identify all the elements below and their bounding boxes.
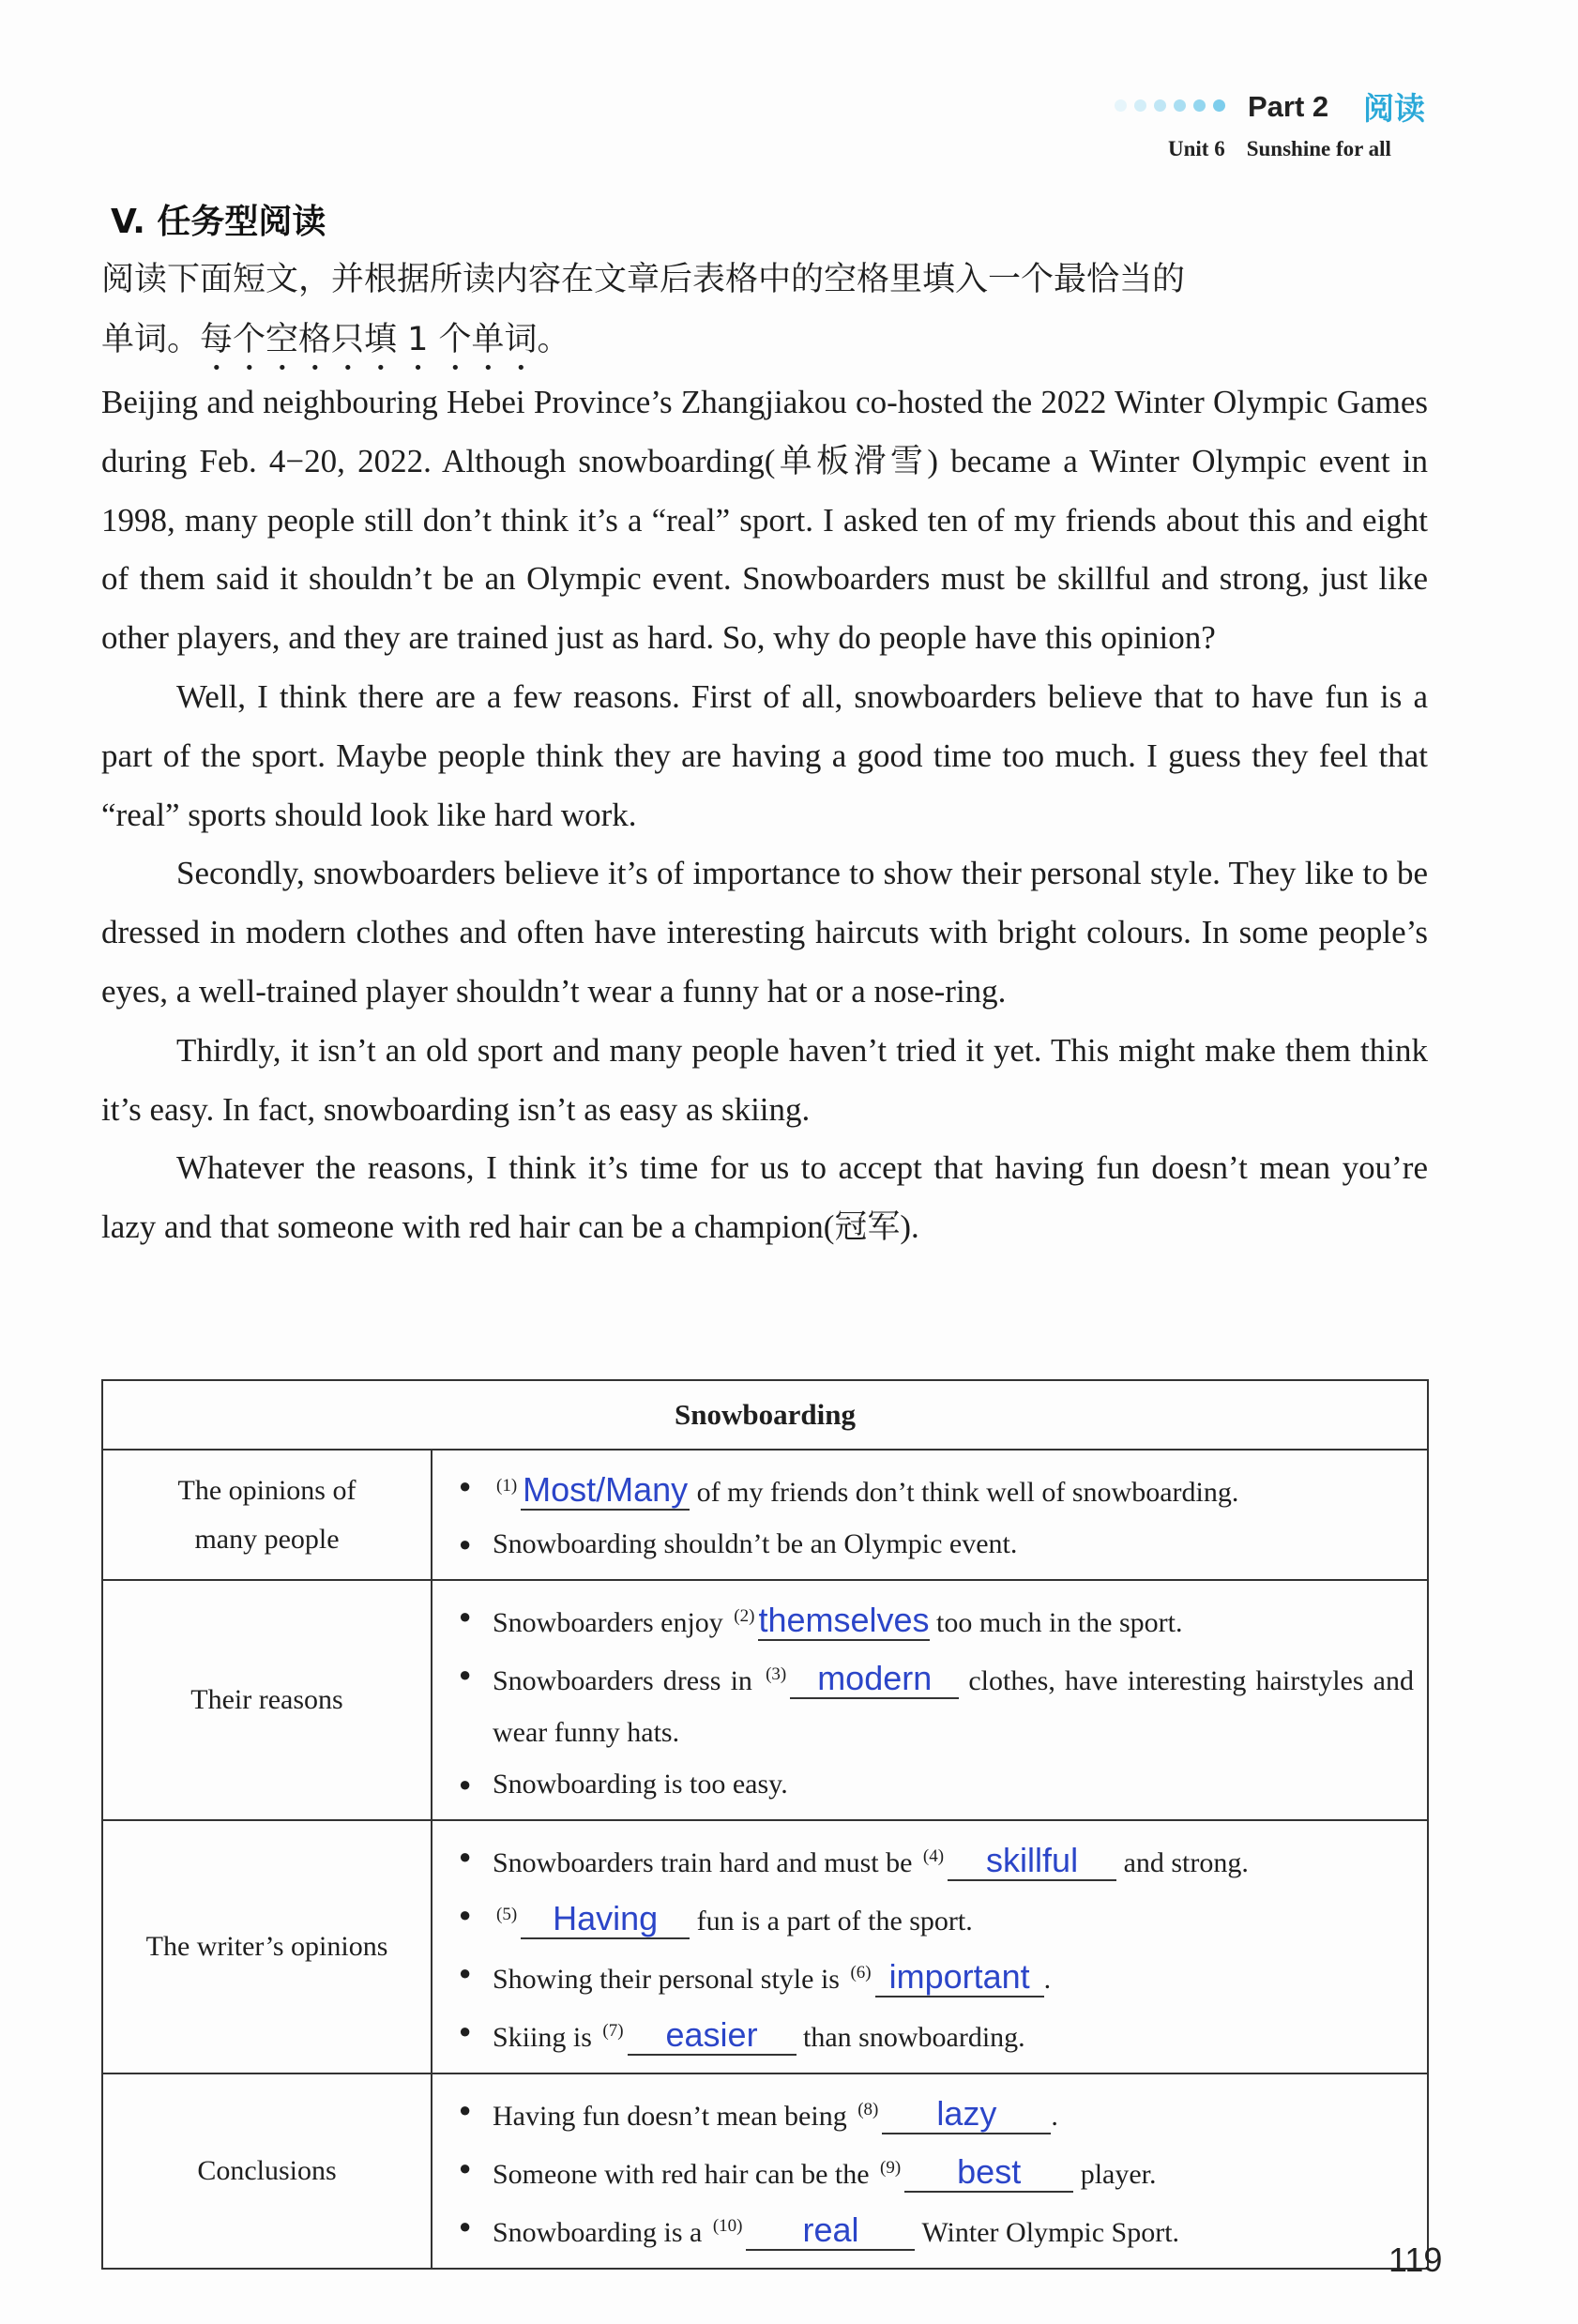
reading-passage	[101, 373, 1428, 1257]
item-text: Skiing is	[493, 2022, 599, 2053]
item-text: .	[1043, 1964, 1052, 1995]
table-row	[102, 2073, 1428, 2269]
instruction-emphasis: 每个空格只填 1 个单词	[200, 321, 538, 358]
blank-number: (3)	[766, 1664, 787, 1684]
table-row	[102, 1820, 1428, 2073]
blank-number: (5)	[496, 1905, 518, 1924]
item-text: than snowboarding.	[796, 2022, 1025, 2053]
instruction-text: 。	[537, 321, 570, 358]
bullet-item	[459, 2084, 1414, 2142]
item-text: clothes, have interesting hairstyles and wear funny hats.	[493, 1665, 1414, 1748]
blank-number: (6)	[850, 1963, 872, 1982]
blank-number: (10)	[712, 2216, 743, 2236]
bullet-item	[459, 2200, 1414, 2258]
blank-number: (9)	[880, 2158, 902, 2178]
header-part-cn: 阅读	[1363, 90, 1425, 127]
answer-blank: Most/Many	[523, 1470, 689, 1509]
header-dot	[1174, 99, 1186, 112]
item-text: player.	[1073, 2159, 1157, 2190]
row-content	[432, 2073, 1428, 2269]
blank-number: (7)	[602, 2021, 624, 2041]
item-text: Having fun doesn’t mean being	[493, 2101, 855, 2132]
bullet-item: ● Snowboarding is too easy.	[459, 1758, 1414, 1810]
blank-number: (4)	[922, 1846, 945, 1866]
row-content	[432, 1450, 1428, 1580]
table-row	[102, 1450, 1428, 1580]
item-text: Snowboarders dress in	[493, 1665, 763, 1696]
row-label	[102, 1450, 432, 1580]
bullet-item	[459, 2142, 1414, 2200]
answer-blank: easier	[628, 2016, 797, 2056]
answer-blank: important	[875, 1958, 1044, 1997]
item-text: and strong.	[1116, 1847, 1249, 1878]
answer-blank: skillful	[948, 1842, 1116, 1881]
table-row	[102, 1580, 1428, 1820]
paragraph: Secondly, snowboarders believe it’s of importance to show their personal style. They like to be dressed in modern clothes and often have interesting haircuts with bright colours. In some people’s eyes, a well-trained player shouldn’t wear a funny hat or a nose-ring.	[101, 855, 1428, 1010]
bullet-item	[459, 1648, 1414, 1758]
answer-blank: lazy	[882, 2095, 1051, 2134]
row-label-line: The opinions of	[177, 1474, 357, 1506]
answer-blank: themselves	[758, 1601, 930, 1639]
paragraph: Thirdly, it isn’t an old sport and many people haven’t tried it yet. This might make them think it’s easy. In fact, snowboarding isn’t as easy as skiing.	[101, 1031, 1428, 1128]
header-dot	[1115, 99, 1127, 112]
item-text: Showing their personal style is	[493, 1964, 847, 1995]
item-text: Winter Olympic Sport.	[915, 2217, 1180, 2248]
item-text: Snowboarders train hard and must be	[493, 1847, 919, 1878]
item-text: of my friends don’t think well of snowboarding.	[690, 1477, 1239, 1508]
item-text: too much in the sport.	[929, 1607, 1183, 1638]
header-dot	[1213, 99, 1225, 112]
header-part: Part 2	[1248, 90, 1329, 123]
instruction-text: 单词。	[101, 321, 201, 358]
bullet-item	[459, 1889, 1414, 1947]
item-text: Snowboarding is a	[493, 2217, 709, 2248]
instruction-line-2	[101, 310, 1429, 378]
item-text: fun is a part of the sport.	[690, 1906, 973, 1937]
instruction-line-1: 阅读下面短文，并根据所读内容在文章后表格中的空格里填入一个最恰当的	[101, 261, 1186, 298]
bullet-item	[459, 1947, 1414, 2005]
blank-number: (8)	[857, 2100, 879, 2119]
row-label: Conclusions	[102, 2073, 432, 2269]
bullet-item	[459, 1590, 1414, 1648]
answer-blank: real	[746, 2211, 915, 2251]
item-text: Snowboarders enjoy	[493, 1607, 731, 1638]
bullet-item	[459, 2005, 1414, 2063]
section-title: V. 任务型阅读	[111, 203, 326, 241]
paragraph: Beijing and neighbouring Hebei Province’s Zhangjiakou co-hosted the 2022 Winter Olympic Games during Feb. 4−20, 2022. Although snowboarding(单板滑雪) became a Winter Olympic event in 1998, many people still don’t think it’s a “real” sport. I asked ten of my friends about this and eight of them said it shouldn’t be an Olympic event. Snowboarders must be skillful and strong, just like other players, and they are trained just as hard. So, why do people have this opinion?	[101, 384, 1428, 657]
bullet-item	[459, 1460, 1414, 1518]
table-header-row	[102, 1380, 1428, 1450]
bullet-item: ● Snowboarding shouldn’t be an Olympic event.	[459, 1518, 1414, 1570]
blank-number: (2)	[734, 1606, 755, 1626]
header-dot	[1154, 99, 1166, 112]
row-content	[432, 1580, 1428, 1820]
row-label: Their reasons	[102, 1580, 432, 1820]
header-unit: Unit 6 Sunshine for all	[1168, 137, 1391, 160]
paragraph: Well, I think there are a few reasons. First of all, snowboarders believe that to have fun is a part of the sport. Maybe people think they are having a good time too much. I guess they feel that “real” sports should look like hard work.	[101, 677, 1428, 833]
table-title: Snowboarding	[102, 1380, 1428, 1450]
item-text: Someone with red hair can be the	[493, 2159, 877, 2190]
row-content	[432, 1820, 1428, 2073]
snowboarding-table	[101, 1379, 1429, 2270]
answer-blank: best	[904, 2153, 1073, 2193]
paragraph: Whatever the reasons, I think it’s time for us to accept that having fun doesn’t mean you’re lazy and that someone with red hair can be a champion(冠军).	[101, 1149, 1428, 1246]
answer-blank: Having	[521, 1900, 690, 1939]
row-label: The writer’s opinions	[102, 1820, 432, 2073]
header-dot	[1134, 99, 1146, 112]
row-label-line: many people	[194, 1523, 340, 1555]
answer-blank: modern	[790, 1660, 959, 1699]
header-dot	[1193, 99, 1206, 112]
header-dots	[1115, 99, 1225, 112]
bullet-item	[459, 1830, 1414, 1889]
item-text: .	[1051, 2101, 1058, 2132]
page-number: 119	[1388, 2240, 1443, 2279]
blank-number: (1)	[496, 1476, 518, 1496]
